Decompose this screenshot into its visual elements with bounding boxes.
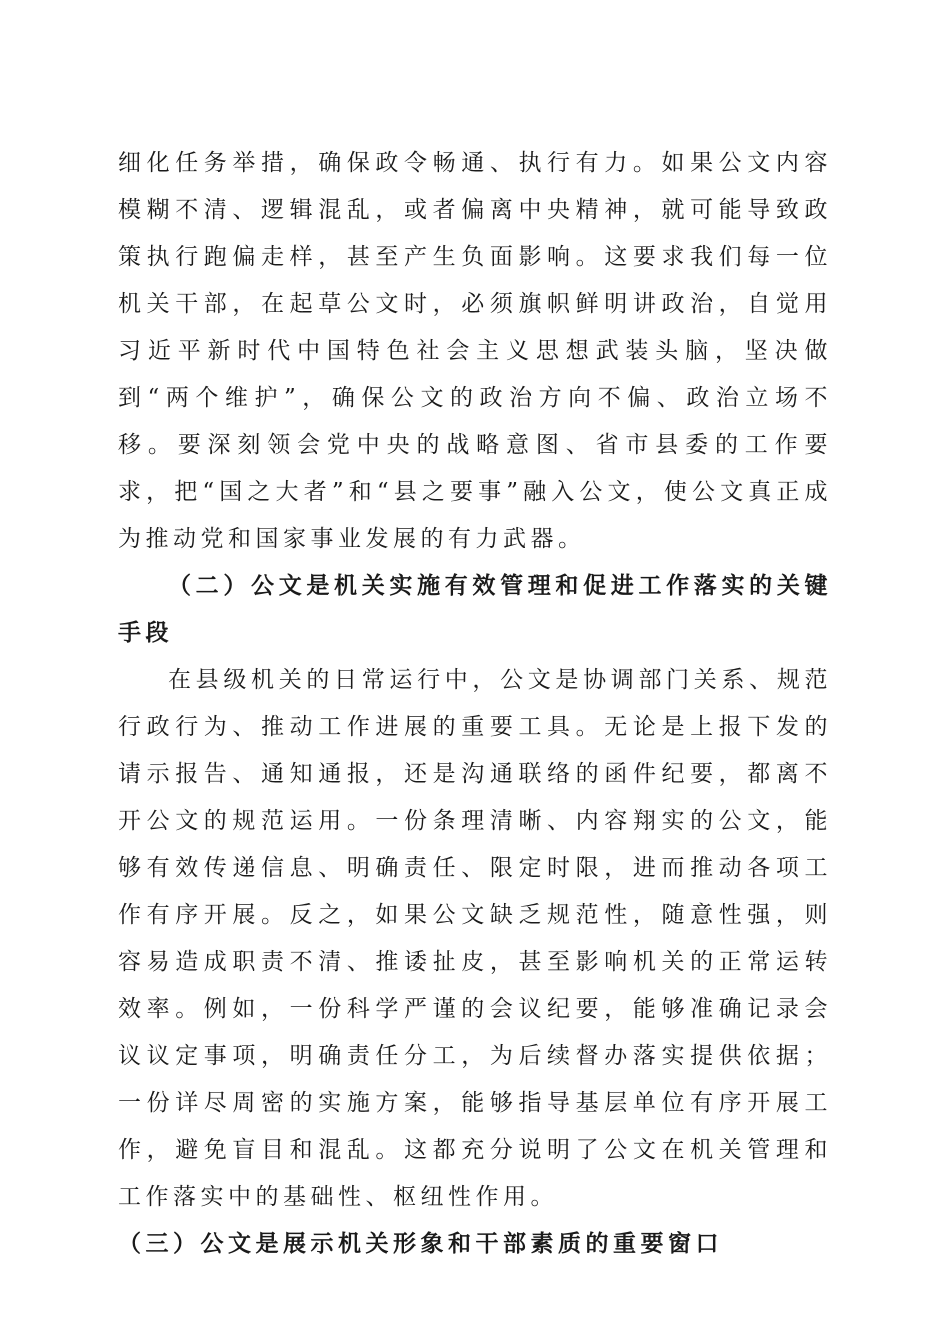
paragraph-continued: 细化任务举措，确保政令畅通、执行有力。如果公文内容模糊不清、逻辑混乱，或者偏离中央精神，就可能导致政策执行跑偏走样，甚至产生负面影响。这要求我们每一位机关干部，在起草公文时，必须旗帜鲜明讲政治，自觉用习近平新时代中国特色社会主义思想武装头脑，坚决做到“两个维护”，确保公文的政治方向不偏、政治立场不移。要深刻领会党中央的战略意图、省市县委的工作要求，把“国之大者”和“县之要事”融入公文，使公文真正成为推动党和国家事业发展的有力武器。 [118, 150, 832, 552]
section-heading-2: （二）公文是机关实施有效管理和促进工作落实的关键手段 [118, 573, 832, 646]
paragraph-section-2: 在县级机关的日常运行中，公文是协调部门关系、规范行政行为、推动工作进展的重要工具。无论是上报下发的请示报告、通知通报，还是沟通联络的函件纪要，都离不开公文的规范运用。一份条理清晰、内容翔实的公文，能够有效传递信息、明确责任、限定时限，进而推动各项工作有序开展。反之，如果公文缺乏规范性，随意性强，则容易造成职责不清、推诿扯皮，甚至影响机关的正常运转效率。例如，一份科学严谨的会议纪要，能够准确记录会议议定事项，明确责任分工，为后续督办落实提供依据；一份详尽周密的实施方案，能够指导基层单位有序开展工作，避免盲目和混乱。这都充分说明了公文在机关管理和工作落实中的基础性、枢纽性作用。 [118, 667, 832, 1210]
document-body [118, 140, 832, 1268]
section-heading-3: （三）公文是展示机关形象和干部素质的重要窗口 [118, 1231, 723, 1257]
